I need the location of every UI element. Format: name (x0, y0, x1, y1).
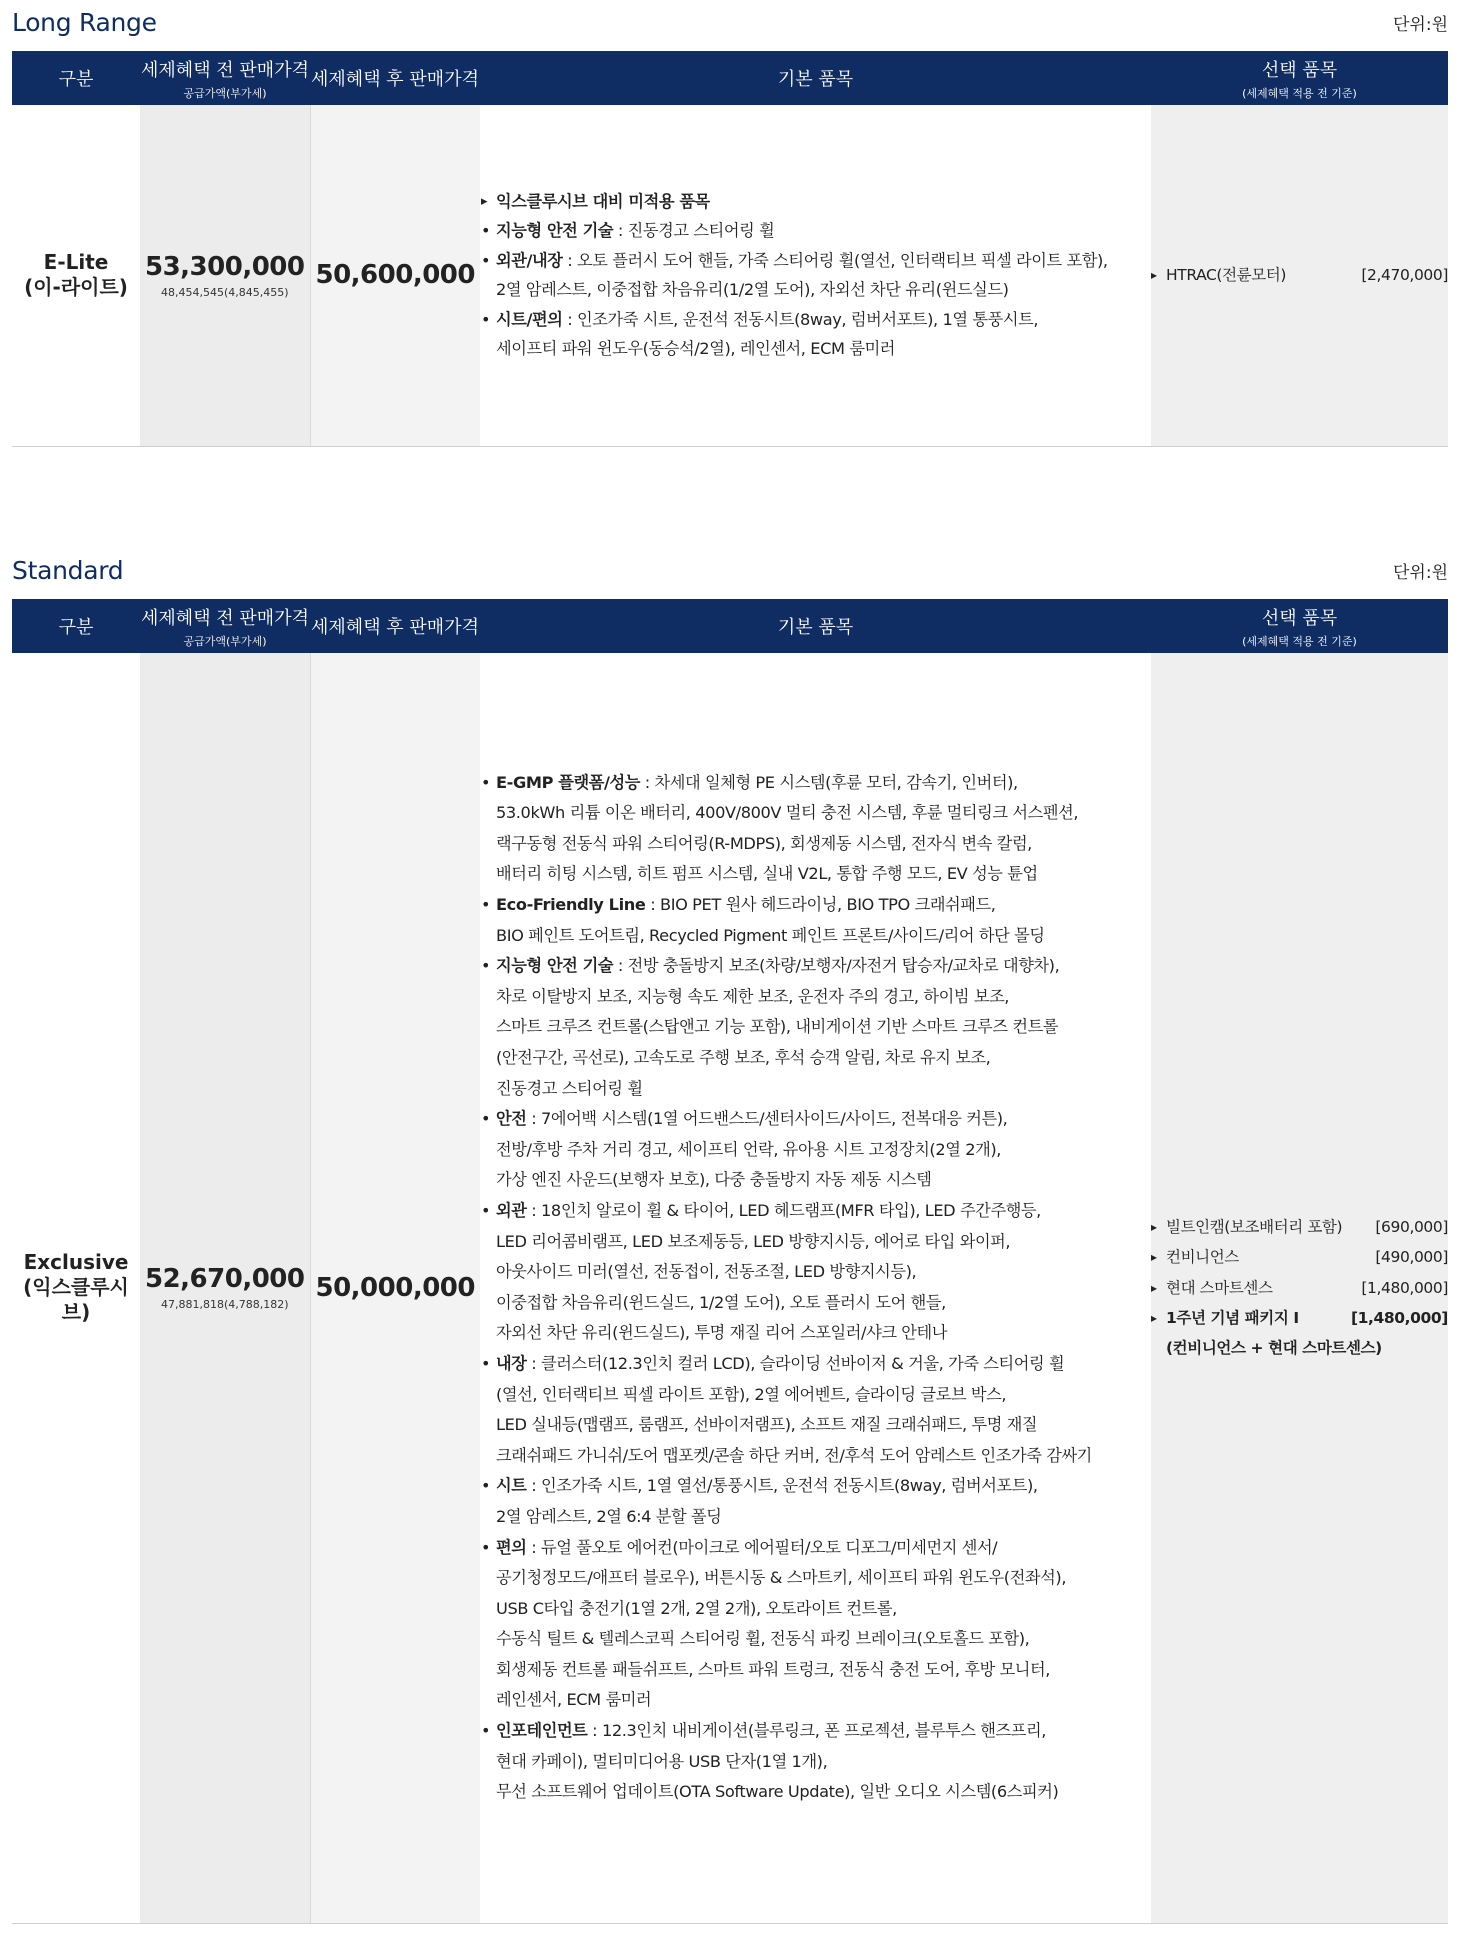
basic-item-text: : 듀얼 풀오토 에어컨(마이크로 에어필터/오토 디포그/미세먼지 센서/ (526, 1537, 998, 1557)
basic-item-label: 안전 (496, 1109, 527, 1129)
basic-item-text: : 전방 충돌방지 보조(차량/보행자/자전거 탑승자/교차로 대향차), (613, 956, 1060, 976)
after-price: 50,000,000 (310, 653, 480, 1923)
basic-item-label: 지능형 안전 기술 (496, 221, 614, 241)
option-name: ▸ 빌트인캠(보조배터리 포함) (1166, 1218, 1343, 1237)
basic-item-text: 이중접합 차음유리(윈드실드, 1/2열 도어), 오토 플러시 도어 핸들, (496, 1292, 946, 1312)
basic-item (480, 768, 1151, 799)
option-item (1151, 260, 1448, 290)
option-name: ▸ 1주년 기념 패키지 Ⅰ (1166, 1308, 1299, 1327)
basic-item (480, 275, 1151, 304)
header-basic-items: 기본 품목 (480, 51, 1151, 105)
basic-item-label: 시트/편의 (496, 309, 563, 329)
header-options-sub: (세제혜택 적용 전 기준) (1242, 86, 1357, 100)
trim-name: Exclusive (익스클루시브) (12, 653, 140, 1923)
basic-item-text: 아웃사이드 미러(열선, 전동접이, 전동조절, LED 방향지시등), (496, 1262, 917, 1282)
basic-item-text: 배터리 히팅 시스템, 히트 펌프 시스템, 실내 V2L, 통합 주행 모드, EV 성능 튠업 (496, 864, 1038, 884)
price-table-long-range (12, 51, 1448, 447)
after-price: 50,600,000 (310, 105, 480, 446)
basic-item-label: 익스클루시브 대비 미적용 품목 (496, 192, 710, 212)
basic-item (480, 1104, 1151, 1135)
basic-item (480, 334, 1151, 363)
basic-item-text: USB C타입 충전기(1열 2개, 2열 2개), 오토라이트 컨트롤, (496, 1598, 897, 1618)
trim-name: E-Lite (이-라이트) (12, 105, 140, 446)
basic-item-text: 53.0kWh 리튬 이온 배터리, 400V/800V 멀티 충전 시스템, 후륜 멀티링크 서스펜션, (496, 803, 1079, 823)
basic-item (480, 982, 1151, 1013)
section-title-long-range: Long Range (12, 8, 157, 37)
basic-item-label: 인포테인먼트 (496, 1721, 588, 1741)
basic-item (480, 829, 1151, 860)
option-price: [1,480,000] (1350, 1308, 1448, 1327)
basic-item (480, 1196, 1151, 1227)
basic-item-text: 현대 카페이), 멀티미디어용 USB 단자(1열 1개), (496, 1751, 828, 1771)
option-price: [490,000] (1375, 1248, 1448, 1267)
basic-item-label: Eco-Friendly Line (496, 895, 646, 915)
basic-item-text: 진동경고 스티어링 휠 (496, 1078, 643, 1098)
option-item (1151, 1303, 1448, 1333)
option-item (1151, 1212, 1448, 1242)
trim-row (12, 105, 1448, 446)
before-price: 53,300,000 (145, 251, 305, 282)
option-item (1151, 1273, 1448, 1303)
basic-item (480, 1380, 1151, 1411)
basic-item (480, 1624, 1151, 1655)
basic-item (480, 1471, 1151, 1502)
basic-item (480, 216, 1151, 245)
basic-item (480, 1349, 1151, 1380)
basic-item (480, 1777, 1151, 1808)
header-before-price: 세제혜택 전 판매가격 공급가액(부가세) (140, 599, 310, 653)
basic-item-label: 외관/내장 (496, 250, 563, 270)
option-name: ▸ 컨비니언스 (1166, 1248, 1239, 1267)
basic-item (480, 1288, 1151, 1319)
options-list (1151, 260, 1448, 290)
header-basic-items: 기본 품목 (480, 599, 1151, 653)
before-price-cell (140, 105, 310, 446)
basic-item-text: 세이프티 파워 윈도우(동승석/2열), 레인센서, ECM 룸미러 (496, 339, 896, 359)
basic-item-text: LED 실내등(맵램프, 룸램프, 선바이저램프), 소프트 재질 크래쉬패드, 투명 재질 (496, 1415, 1038, 1435)
basic-item-text: BIO 페인트 도어트림, Recycled Pigment 페인트 프론트/사이드/리어 하단 몰딩 (496, 925, 1045, 945)
basic-item-label: 편의 (496, 1537, 527, 1557)
header-trim: 구분 (12, 599, 140, 653)
basic-item (480, 305, 1151, 334)
basic-item-text: 회생제동 컨트롤 패들쉬프트, 스마트 파워 트렁크, 전동식 충전 도어, 후방 모니터, (496, 1659, 1051, 1679)
header-after-price: 세제혜택 후 판매가격 (310, 51, 480, 105)
header-after-price: 세제혜택 후 판매가격 (310, 599, 480, 653)
basic-item-label: 외관 (496, 1200, 527, 1220)
trim-row (12, 653, 1448, 1923)
options-cell (1151, 653, 1448, 1923)
before-price-detail: 47,881,818(4,788,182) (160, 1298, 289, 1312)
header-before-price: 세제혜택 전 판매가격 공급가액(부가세) (140, 51, 310, 105)
basic-item-text: 스마트 크루즈 컨트롤(스탑앤고 기능 포함), 내비게이션 기반 스마트 크루즈 컨트롤 (496, 1017, 1059, 1037)
basic-item (480, 1318, 1151, 1349)
section-title-standard: Standard (12, 556, 124, 585)
basic-item (480, 1135, 1151, 1166)
basic-item (480, 1074, 1151, 1105)
unit-label: 단위:원 (1393, 563, 1448, 583)
basic-item-text: : 인조가죽 시트, 운전석 전동시트(8way, 럼버서포트), 1열 통풍시트, (562, 309, 1039, 329)
option-item (1151, 1333, 1448, 1363)
header-before-sub: 공급가액(부가세) (183, 634, 267, 648)
basic-item-text: 공기청정모드/애프터 블로우), 버튼시동 & 스마트키, 세이프티 파워 윈도우(전좌석), (496, 1568, 1067, 1588)
option-name: (컨비니언스 + 현대 스마트센스) (1166, 1339, 1382, 1358)
basic-item-text: 레인센서, ECM 룸미러 (496, 1690, 652, 1710)
before-price: 52,670,000 (145, 1264, 305, 1295)
basic-items-list (480, 768, 1151, 1808)
basic-item (480, 951, 1151, 982)
basic-item-text: : 18인치 알로이 휠 & 타이어, LED 헤드램프(MFR 타입), LED 주간주행등, (526, 1200, 1041, 1220)
basic-item-text: 수동식 틸트 & 텔레스코픽 스티어링 휠, 전동식 파킹 브레이크(오토홀드 포함), (496, 1629, 1030, 1649)
basic-item-text: : 오토 플러시 도어 핸들, 가죽 스티어링 휠(열선, 인터랙티브 픽셀 라이트 포함), (562, 250, 1108, 270)
header-before-sub: 공급가액(부가세) (183, 86, 267, 100)
header-options: 선택 품목 (세제혜택 적용 전 기준) (1151, 599, 1448, 653)
basic-item-text: 2열 암레스트, 2열 6:4 분할 폴딩 (496, 1506, 722, 1526)
basic-item (480, 798, 1151, 829)
basic-item-text: (안전구간, 곡선로), 고속도로 주행 보조, 후석 승객 알림, 차로 유지 보조, (496, 1048, 991, 1067)
basic-item (480, 1716, 1151, 1747)
basic-item-text: 2열 암레스트, 이중접합 차음유리(1/2열 도어), 자외선 차단 유리(윈드실드) (496, 280, 1009, 300)
basic-item (480, 859, 1151, 890)
basic-item (480, 1410, 1151, 1441)
basic-item-label: 시트 (496, 1476, 527, 1496)
basic-item (480, 1594, 1151, 1625)
basic-items-list (480, 187, 1151, 363)
basic-item-text: 전방/후방 주차 거리 경고, 세이프티 언락, 유아용 시트 고정장치(2열 2개), (496, 1139, 1002, 1159)
basic-item (480, 1012, 1151, 1043)
header-trim: 구분 (12, 51, 140, 105)
basic-item (480, 1043, 1151, 1074)
basic-item (480, 1257, 1151, 1288)
options-list (1151, 1212, 1448, 1363)
basic-item-text: 무선 소프트웨어 업데이트(OTA Software Update), 일반 오디오 시스템(6스피커) (496, 1782, 1059, 1802)
before-price-cell (140, 653, 310, 1923)
basic-item-text: : 인조가죽 시트, 1열 열선/통풍시트, 운전석 전동시트(8way, 럼버서포트), (526, 1476, 1038, 1496)
basic-items-cell (480, 653, 1151, 1923)
option-item (1151, 1242, 1448, 1272)
basic-item (480, 1747, 1151, 1778)
basic-item (480, 1165, 1151, 1196)
basic-item-text: : 차세대 일체형 PE 시스템(후륜 모터, 감속기, 인버터), (639, 772, 1018, 792)
basic-item (480, 921, 1151, 952)
basic-item-text: (열선, 인터랙티브 픽셀 라이트 포함), 2열 에어벤트, 슬라이딩 글로브 박스, (496, 1384, 1007, 1404)
basic-item-label: 지능형 안전 기술 (496, 956, 614, 976)
basic-item-text: LED 리어콤비램프, LED 보조제동등, LED 방향지시등, 에어로 타입 와이퍼, (496, 1231, 1011, 1251)
option-name: ▸ 현대 스마트센스 (1166, 1278, 1273, 1297)
price-table-standard (12, 599, 1448, 1924)
basic-item-text: 차로 이탈방지 보조, 지능형 속도 제한 보조, 운전자 주의 경고, 하이빔 보조, (496, 986, 1010, 1006)
basic-item-text: 자외선 차단 유리(윈드실드), 투명 재질 리어 스포일러/샤크 안테나 (496, 1323, 948, 1343)
basic-item-text: : 12.3인치 내비게이션(블루링크, 폰 프로젝션, 블루투스 핸즈프리, (587, 1721, 1046, 1741)
option-price: [2,470,000] (1361, 266, 1448, 285)
basic-item-text: : 진동경고 스티어링 휠 (613, 221, 775, 241)
basic-item (480, 1502, 1151, 1533)
basic-item (480, 1533, 1151, 1564)
basic-item-label: E-GMP 플랫폼/성능 (496, 772, 640, 792)
option-name: ▸ HTRAC(전륜모터) (1166, 266, 1287, 285)
basic-item (480, 187, 1151, 216)
basic-items-cell (480, 105, 1151, 446)
basic-item-text: 랙구동형 전동식 파워 스티어링(R-MDPS), 회생제동 시스템, 전자식 변속 칼럼, (496, 833, 1032, 853)
basic-item (480, 1227, 1151, 1258)
unit-label: 단위:원 (1393, 15, 1448, 35)
basic-item-text: : BIO PET 원사 헤드라이닝, BIO TPO 크래쉬패드, (645, 895, 996, 915)
header-options: 선택 품목 (세제혜택 적용 전 기준) (1151, 51, 1448, 105)
basic-item-text: 크래쉬패드 가니쉬/도어 맵포켓/콘솔 하단 커버, 전/후석 도어 암레스트 인조가죽 감싸기 (496, 1445, 1092, 1465)
basic-item (480, 890, 1151, 921)
option-price: [690,000] (1375, 1218, 1448, 1237)
basic-item-text: : 7에어백 시스템(1열 어드밴스드/센터사이드/사이드, 전복대응 커튼), (526, 1109, 1008, 1129)
basic-item-text: : 클러스터(12.3인치 컬러 LCD), 슬라이딩 선바이저 & 거울, 가죽 스티어링 휠 (526, 1353, 1065, 1373)
basic-item (480, 246, 1151, 275)
basic-item (480, 1685, 1151, 1716)
basic-item (480, 1655, 1151, 1686)
basic-item-text: 가상 엔진 사운드(보행자 보호), 다중 충돌방지 자동 제동 시스템 (496, 1170, 932, 1190)
basic-item-label: 내장 (496, 1353, 527, 1373)
basic-item (480, 1563, 1151, 1594)
before-price-detail: 48,454,545(4,845,455) (160, 285, 289, 299)
basic-item (480, 1441, 1151, 1472)
option-price: [1,480,000] (1361, 1278, 1448, 1297)
header-options-sub: (세제혜택 적용 전 기준) (1242, 634, 1357, 648)
options-cell (1151, 105, 1448, 446)
